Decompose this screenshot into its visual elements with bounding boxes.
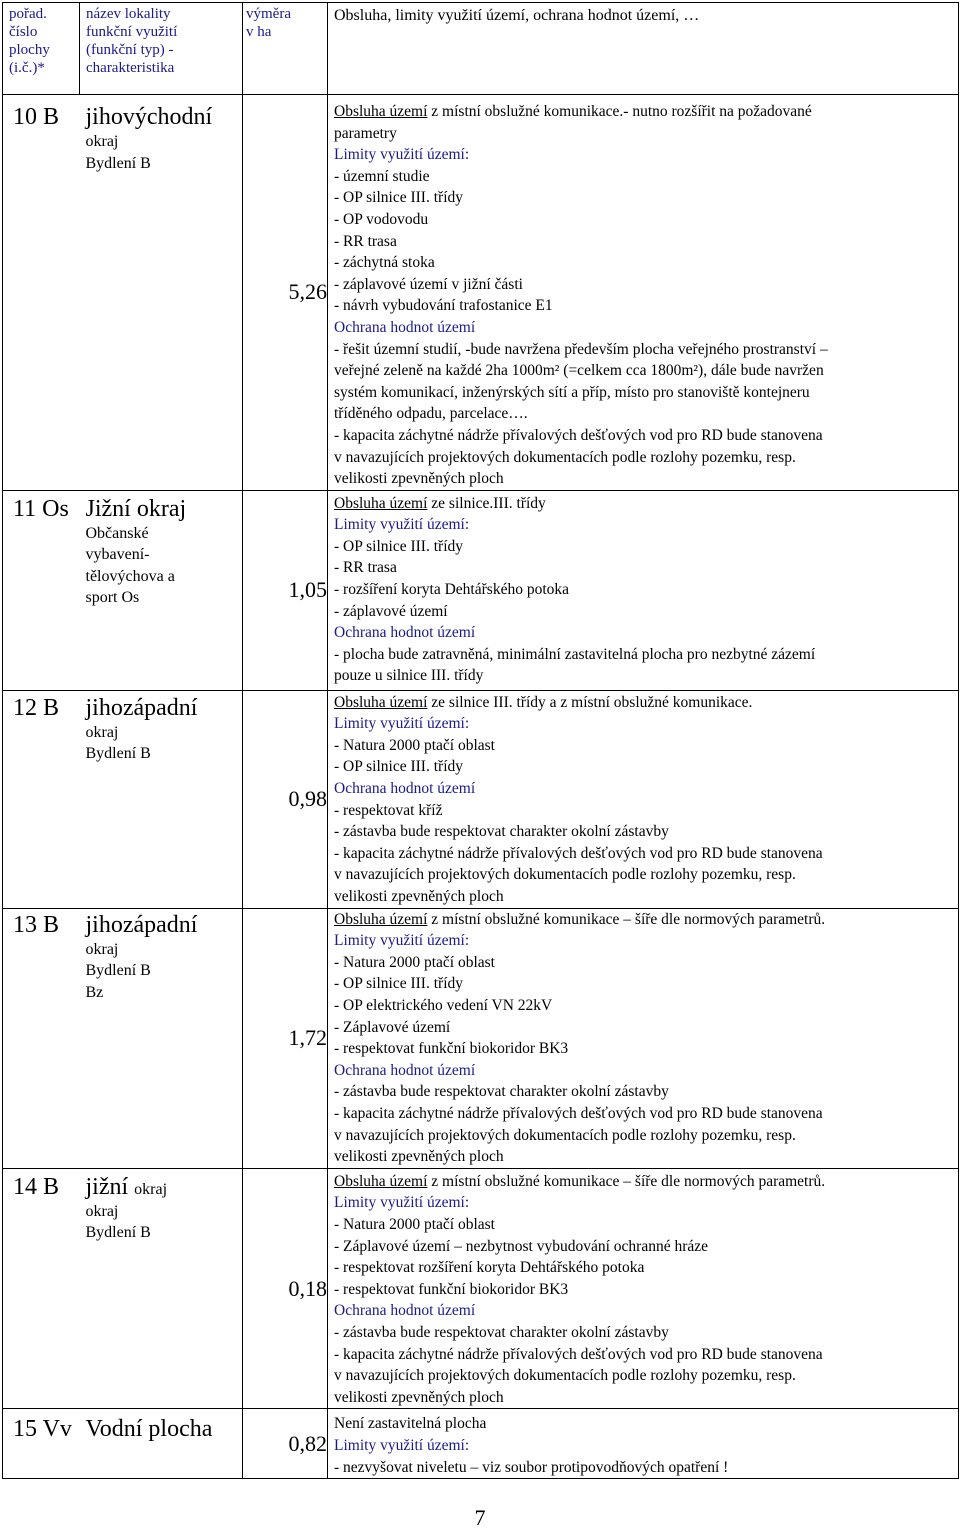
row-location-line: Občanské xyxy=(85,524,149,542)
service-label: Obsluha území xyxy=(334,494,428,512)
row-location-name-text: jihozápadní xyxy=(85,694,198,721)
row-location-cell xyxy=(80,1168,243,1409)
description-line xyxy=(334,579,958,601)
description-line xyxy=(334,1192,958,1214)
header-number-text xyxy=(9,5,79,77)
row-description-cell xyxy=(328,1409,959,1479)
row-location-name xyxy=(86,495,243,523)
description-line xyxy=(334,930,958,952)
row-location-cell xyxy=(80,1409,243,1479)
row-number: 11 Os xyxy=(13,495,69,522)
description-text: - OP silnice III. třídy xyxy=(334,975,463,993)
row-description-cell xyxy=(328,490,959,690)
row-number: 15 Vv xyxy=(13,1416,72,1443)
description-text: - kapacita záchytné nádrže přívalových dešťových vod pro RD bude stanovena xyxy=(334,1345,823,1363)
description-line xyxy=(334,952,958,974)
description-line xyxy=(334,1125,958,1147)
description-text: v navazujících projektových dokumentacích podle rozlohy pozemku, resp. xyxy=(334,1367,796,1385)
description-line xyxy=(334,144,958,166)
section-label: Ochrana hodnot území xyxy=(334,624,476,642)
row-area-cell xyxy=(243,690,328,908)
header-location-line: (funkční typ) - xyxy=(86,42,174,58)
row-location-line: okraj xyxy=(85,133,119,150)
description-line xyxy=(334,995,958,1017)
header-description-text: Obsluha, limity využití území, ochrana hodnot území, … xyxy=(334,7,700,24)
row-location-line: sport Os xyxy=(85,589,140,607)
description-text: - respektovat funkční biokoridor BK3 xyxy=(334,1280,569,1298)
description-text: - zástavba bude respektovat charakter okolní zástavby xyxy=(334,1083,669,1101)
section-label: Limity využití území: xyxy=(334,715,470,733)
description-line xyxy=(334,295,958,317)
description-line xyxy=(334,665,958,687)
section-label: Limity využití území: xyxy=(334,146,470,164)
description-text: - RR trasa xyxy=(334,559,397,577)
service-label: Obsluha území xyxy=(334,910,428,928)
row-description-cell xyxy=(328,908,959,1168)
row-location-name-text: jižní xyxy=(85,1173,129,1200)
description-text: - kapacita záchytné nádrže přívalových dešťových vod pro RD bude stanovena xyxy=(334,1105,823,1123)
description-text: - plocha bude zatravněná, minimální zastavitelná plocha pro nezbytné zázemí xyxy=(334,645,816,663)
description-text: - zástavba bude respektovat charakter okolní zástavby xyxy=(334,823,669,841)
description-line xyxy=(334,1103,958,1125)
description-line xyxy=(334,1214,958,1236)
description-text: velikosti zpevněných ploch xyxy=(334,1388,504,1406)
row-number-cell xyxy=(3,95,80,491)
row-area-value: 5,26 xyxy=(288,279,327,305)
description-line xyxy=(334,1300,958,1322)
section-label: Limity využití území: xyxy=(334,1436,470,1454)
header-number-line: pořad. xyxy=(9,6,47,22)
row-location-line: vybavení- xyxy=(85,546,150,564)
description-line xyxy=(334,1236,958,1258)
row-location-line: tělovýchova a xyxy=(85,567,175,585)
description-text: - OP silnice III. třídy xyxy=(334,758,463,776)
row-location-line: Bydlení B xyxy=(85,962,151,980)
description-text: - OP vodovodu xyxy=(334,210,429,228)
section-label: Ochrana hodnot území xyxy=(334,1302,476,1320)
description-line xyxy=(334,692,958,714)
description-text: tříděného odpadu, parcelace…. xyxy=(334,405,528,423)
row-location-line: Bz xyxy=(85,983,104,1001)
description-text: parametry xyxy=(334,124,397,142)
header-description-cell xyxy=(328,3,959,95)
section-label: Ochrana hodnot území xyxy=(334,318,476,336)
row-location-cell xyxy=(80,908,243,1168)
description-line xyxy=(334,360,958,382)
section-label: Ochrana hodnot území xyxy=(334,780,476,798)
description-line xyxy=(334,1060,958,1082)
section-label: Limity využití území: xyxy=(334,516,470,534)
table-row xyxy=(3,490,959,690)
service-label: Obsluha území xyxy=(334,1172,428,1190)
description-line xyxy=(334,1435,958,1457)
description-text: - zástavba bude respektovat charakter okolní zástavby xyxy=(334,1323,669,1341)
description-line xyxy=(334,339,958,361)
description-text: - Záplavové území xyxy=(334,1018,451,1036)
description-text: - územní studie xyxy=(334,167,430,185)
description-line xyxy=(334,209,958,231)
description-line xyxy=(334,1146,958,1168)
row-location-name xyxy=(86,694,243,722)
header-number-line: číslo xyxy=(9,24,38,40)
description-line xyxy=(334,231,958,253)
row-location-name xyxy=(86,911,243,939)
row-location-cell xyxy=(80,490,243,690)
description-text: v navazujících projektových dokumentacích podle rozlohy pozemku, resp. xyxy=(334,1126,796,1144)
row-number: 12 B xyxy=(13,694,60,721)
header-location-line: název lokality xyxy=(86,6,171,22)
header-area-cell xyxy=(243,3,328,95)
description-text: - záplavové území v jižní části xyxy=(334,275,523,293)
description-text: - kapacita záchytné nádrže přívalových dešťových vod pro RD bude stanovena xyxy=(334,844,823,862)
header-number-cell xyxy=(3,3,80,95)
row-location-name xyxy=(86,1415,243,1443)
description-line xyxy=(334,1038,958,1060)
row-description-cell xyxy=(328,1168,959,1409)
row-location-line: okraj xyxy=(85,723,119,741)
description-text: - záplavové území xyxy=(334,602,448,620)
row-location-name-suffix: okraj xyxy=(134,1180,168,1198)
table-row xyxy=(3,908,959,1168)
row-number-cell xyxy=(3,490,80,690)
row-description-cell xyxy=(328,690,959,908)
description-text: z místní obslužné komunikace – šíře dle normových parametrů. xyxy=(427,1172,826,1190)
description-line xyxy=(334,864,958,886)
page-number: 7 xyxy=(474,1505,486,1530)
description-line xyxy=(334,1257,958,1279)
description-text: ze silnice III. třídy a z místní obslužné komunikace. xyxy=(427,693,753,711)
description-line xyxy=(334,909,958,931)
row-location-cell xyxy=(80,95,243,491)
header-area-line: výměra xyxy=(246,6,291,22)
description-text: - Natura 2000 ptačí oblast xyxy=(334,736,495,754)
description-line xyxy=(334,843,958,865)
description-line xyxy=(334,644,958,666)
description-line xyxy=(334,601,958,623)
row-number-cell xyxy=(3,1409,80,1479)
description-text: v navazujících projektových dokumentacích podle rozlohy pozemku, resp. xyxy=(334,866,796,884)
description-line xyxy=(334,557,958,579)
description-text: - záchytná stoka xyxy=(334,254,435,272)
description-line xyxy=(334,800,958,822)
description-line xyxy=(334,1279,958,1301)
row-area-value: 0,18 xyxy=(288,1275,327,1301)
description-line xyxy=(334,425,958,447)
row-location-line: okraj xyxy=(85,1202,119,1220)
description-line xyxy=(334,735,958,757)
row-number-cell xyxy=(3,1168,80,1409)
section-label: Limity využití území: xyxy=(334,1194,470,1212)
description-line xyxy=(334,101,958,123)
description-line xyxy=(334,622,958,644)
description-text: - rozšíření koryta Dehtářského potoka xyxy=(334,581,570,599)
table-row xyxy=(3,95,959,491)
description-text: z místní obslužné komunikace – šíře dle normových parametrů. xyxy=(427,910,826,928)
description-line xyxy=(334,274,958,296)
description-text: - RR trasa xyxy=(334,232,397,250)
table-row xyxy=(3,1168,959,1409)
row-location-line: okraj xyxy=(85,940,119,958)
row-area-value: 0,98 xyxy=(288,786,327,812)
section-label: Limity využití území: xyxy=(334,932,470,950)
row-area-cell xyxy=(243,1168,328,1409)
header-area-line: v ha xyxy=(246,24,272,40)
description-line xyxy=(334,1413,958,1435)
description-text: ze silnice.III. třídy xyxy=(427,494,546,512)
description-text: - řešit územní studií, -bude navržena především plocha veřejného prostranství – xyxy=(334,340,828,358)
description-text: - návrh vybudování trafostanice E1 xyxy=(334,297,553,315)
description-text: - Natura 2000 ptačí oblast xyxy=(334,1216,495,1233)
description-line xyxy=(334,973,958,995)
row-area-value: 1,05 xyxy=(288,577,327,603)
description-text: - Natura 2000 ptačí oblast xyxy=(334,953,495,971)
service-label: Obsluha území xyxy=(334,693,428,711)
header-area-text xyxy=(246,5,327,41)
description-line xyxy=(334,1017,958,1039)
description-line xyxy=(334,778,958,800)
row-number-cell xyxy=(3,908,80,1168)
row-location-line: Bydlení B xyxy=(85,1224,151,1242)
row-area-cell xyxy=(243,95,328,491)
description-line xyxy=(334,1171,958,1193)
header-location-line: funkční využití xyxy=(86,24,178,40)
row-area-cell xyxy=(243,908,328,1168)
description-text: velikosti zpevněných ploch xyxy=(334,1148,504,1166)
header-location-line: charakteristika xyxy=(86,60,175,76)
row-area-cell xyxy=(243,1409,328,1479)
section-label: Ochrana hodnot území xyxy=(334,1061,476,1079)
description-line xyxy=(334,403,958,425)
row-location-name-text: Jižní okraj xyxy=(85,495,187,522)
description-line xyxy=(334,447,958,469)
description-text: - OP silnice III. třídy xyxy=(334,537,463,555)
description-line xyxy=(334,493,958,515)
row-description-cell xyxy=(328,95,959,491)
description-line xyxy=(334,1457,958,1479)
row-location-cell xyxy=(80,690,243,908)
description-line xyxy=(334,166,958,188)
row-area-value: 1,72 xyxy=(288,1025,327,1051)
description-line xyxy=(334,1387,958,1409)
description-text: - respektovat rozšíření koryta Dehtářského potoka xyxy=(334,1259,645,1277)
description-text: systém komunikací, inženýrských sítí a příp, místo pro stanoviště kontejneru xyxy=(334,383,810,401)
description-line xyxy=(334,1365,958,1387)
description-text: - respektovat kříž xyxy=(334,801,443,819)
table-row xyxy=(3,690,959,908)
row-number: 14 B xyxy=(13,1173,60,1200)
description-text: v navazujících projektových dokumentacích podle rozlohy pozemku, resp. xyxy=(334,448,796,466)
description-line xyxy=(334,713,958,735)
description-line xyxy=(334,536,958,558)
description-line xyxy=(334,187,958,209)
description-line xyxy=(334,123,958,145)
header-location-cell xyxy=(80,3,243,95)
description-line xyxy=(334,1081,958,1103)
description-line xyxy=(334,468,958,490)
description-text: - OP silnice III. třídy xyxy=(334,189,463,207)
description-text: velikosti zpevněných ploch xyxy=(334,888,504,906)
description-line xyxy=(334,317,958,339)
description-text: velikosti zpevněných ploch xyxy=(334,470,504,488)
service-label: Obsluha území xyxy=(334,103,428,120)
row-location-name xyxy=(86,103,243,131)
description-line xyxy=(334,886,958,908)
row-location-name-text: Vodní plocha xyxy=(85,1416,213,1443)
header-number-line: plochy xyxy=(9,42,50,58)
row-area-cell xyxy=(243,490,328,690)
header-location-text xyxy=(86,5,242,77)
localities-table xyxy=(2,2,959,1479)
header-number-line: (i.č.)* xyxy=(9,60,45,76)
description-text: - nezvyšovat niveletu – viz soubor protipovodňových opatření ! xyxy=(334,1458,729,1476)
description-text: - Záplavové území – nezbytnost vybudování ochranné hráze xyxy=(334,1237,709,1255)
description-text: - respektovat funkční biokoridor BK3 xyxy=(334,1040,569,1058)
row-number: 10 B xyxy=(13,104,60,130)
description-text: - kapacita záchytné nádrže přívalových dešťových vod pro RD bude stanovena xyxy=(334,426,823,444)
row-area-value: 0,82 xyxy=(288,1430,327,1456)
description-text: veřejné zeleně na každé 2ha 1000m² (=celkem cca 1800m²), dále bude navržen xyxy=(334,362,824,380)
description-text: Není zastavitelná plocha xyxy=(334,1415,487,1433)
description-text: - OP elektrického vedení VN 22kV xyxy=(334,997,553,1015)
description-line xyxy=(334,821,958,843)
description-line xyxy=(334,1322,958,1344)
row-location-line: Bydlení B xyxy=(85,154,151,172)
row-number-cell xyxy=(3,690,80,908)
row-location-line: Bydlení B xyxy=(85,745,151,763)
row-number: 13 B xyxy=(13,911,60,938)
description-line xyxy=(334,382,958,404)
row-location-name xyxy=(86,1173,243,1201)
table-header-row xyxy=(3,3,959,95)
description-line xyxy=(334,514,958,536)
description-line xyxy=(334,756,958,778)
description-line xyxy=(334,1344,958,1366)
description-line xyxy=(334,252,958,274)
table-row xyxy=(3,1409,959,1479)
description-text: pouze u silnice III. třídy xyxy=(334,667,484,685)
row-location-name-text: jihozápadní xyxy=(85,911,198,938)
row-location-name-text: jihovýchodní xyxy=(85,104,213,130)
description-text: z místní obslužné komunikace.- nutno rozšířit na požadované xyxy=(427,103,812,120)
